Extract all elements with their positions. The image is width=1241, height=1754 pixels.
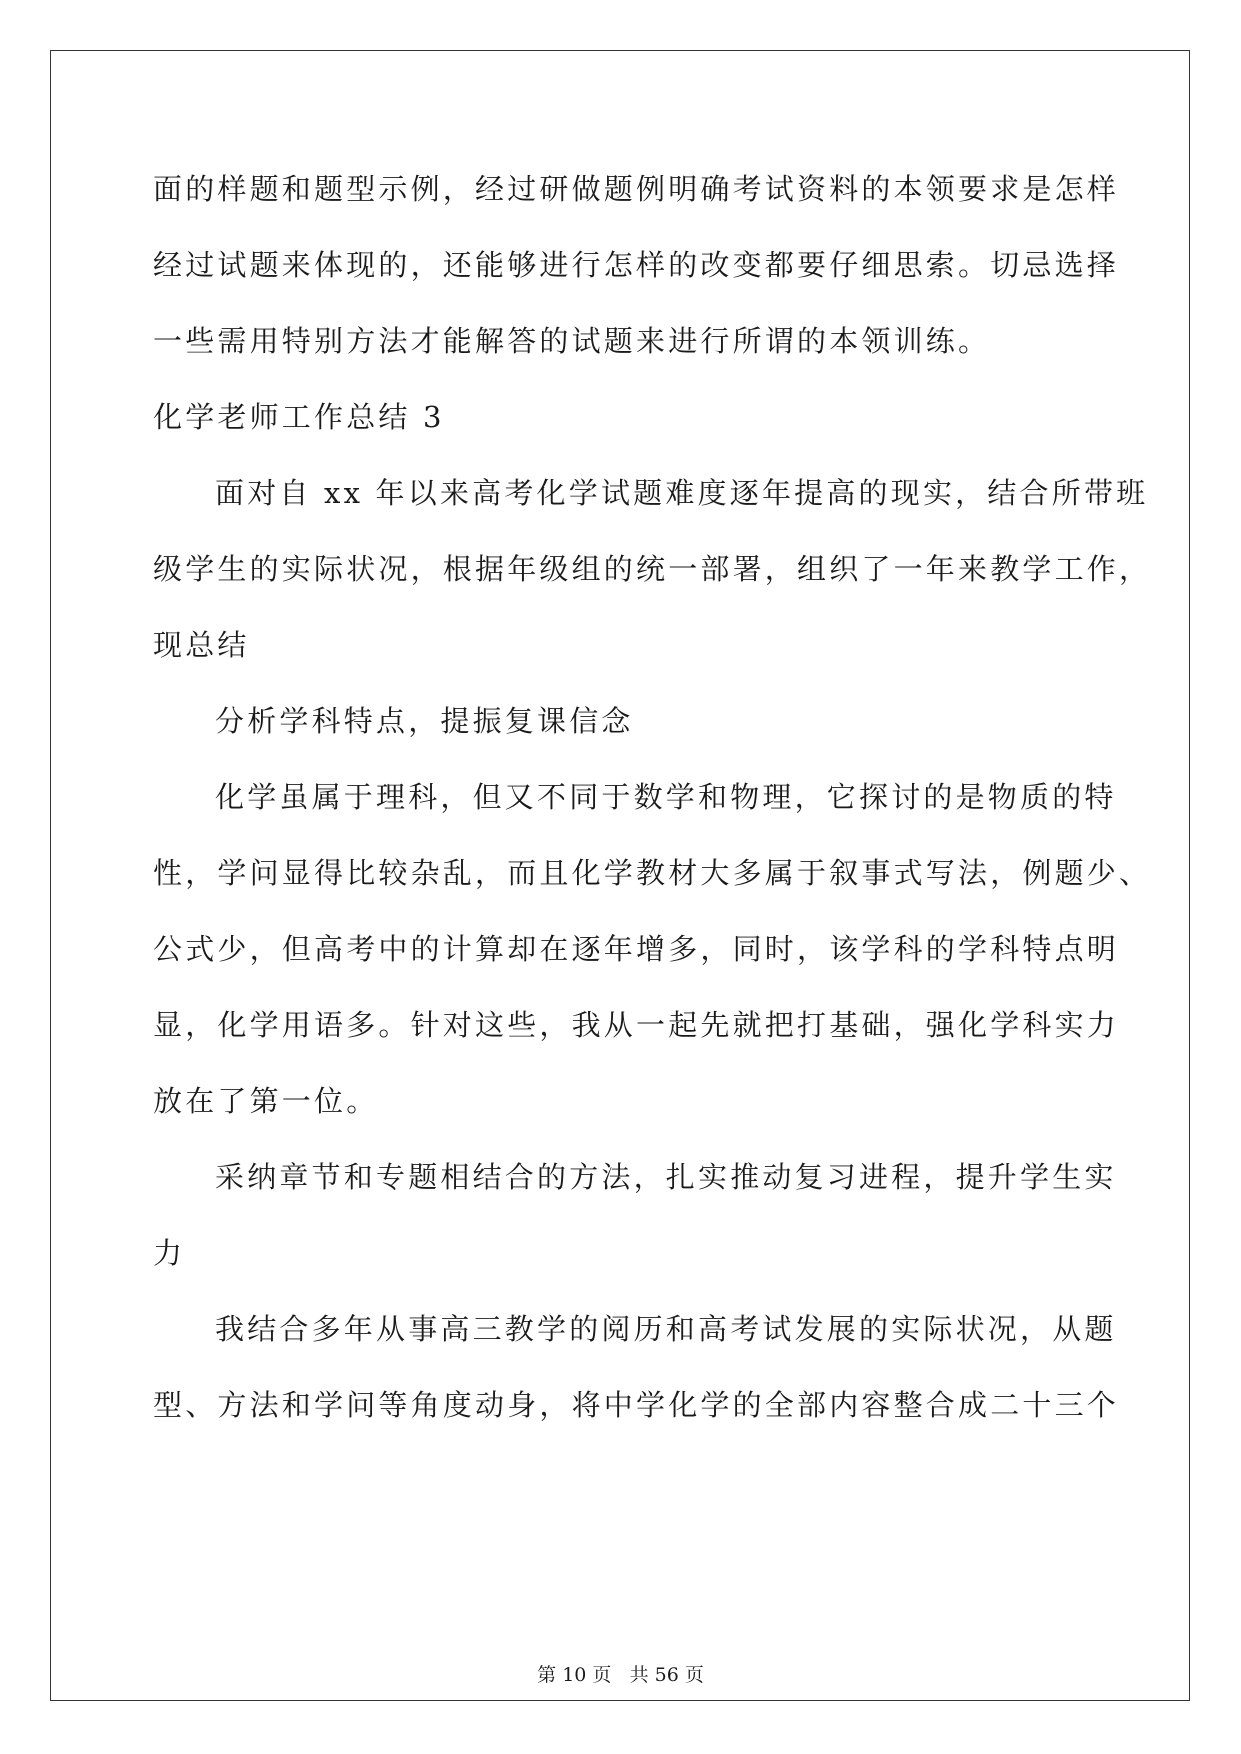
body-line: 型、方法和学问等角度动身，将中学化学的全部内容整合成二十三个 [153,1388,1120,1422]
body-line: 级学生的实际状况，根据年级组的统一部署，组织了一年来教学工作， [153,552,1152,586]
body-line: 化学虽属于理科，但又不同于数学和物理，它探讨的是物质的特 [215,780,1117,814]
page-total: 共 56 页 [629,1664,704,1686]
subheading: 分析学科特点，提振复课信念 [215,704,634,738]
page-footer [0,1663,1241,1687]
body-line: 我结合多年从事高三教学的阅历和高考试发展的实际状况，从题 [215,1312,1117,1346]
body-line: 一些需用特别方法才能解答的试题来进行所谓的本领训练。 [153,324,991,358]
body-line: 现总结 [153,628,250,662]
body-line: 面对自 xx 年以来高考化学试题难度逐年提高的现实，结合所带班 [215,476,1149,510]
subheading: 力 [153,1236,186,1270]
page-number: 第 10 页 [537,1664,612,1686]
body-line: 显，化学用语多。针对这些，我从一起先就把打基础，强化学科实力 [153,1008,1120,1042]
section-heading: 化学老师工作总结 3 [153,400,445,434]
body-line: 经过试题来体现的，还能够进行怎样的改变都要仔细思索。切忌选择 [153,248,1120,282]
body-line: 面的样题和题型示例，经过研做题例明确考试资料的本领要求是怎样 [153,172,1120,206]
body-line: 性，学问显得比较杂乱，而且化学教材大多属于叙事式写法，例题少、 [153,856,1152,890]
body-line: 放在了第一位。 [153,1084,379,1118]
body-line: 公式少，但高考中的计算却在逐年增多，同时，该学科的学科特点明 [153,932,1120,966]
subheading: 采纳章节和专题相结合的方法，扎实推动复习进程，提升学生实 [215,1160,1117,1194]
